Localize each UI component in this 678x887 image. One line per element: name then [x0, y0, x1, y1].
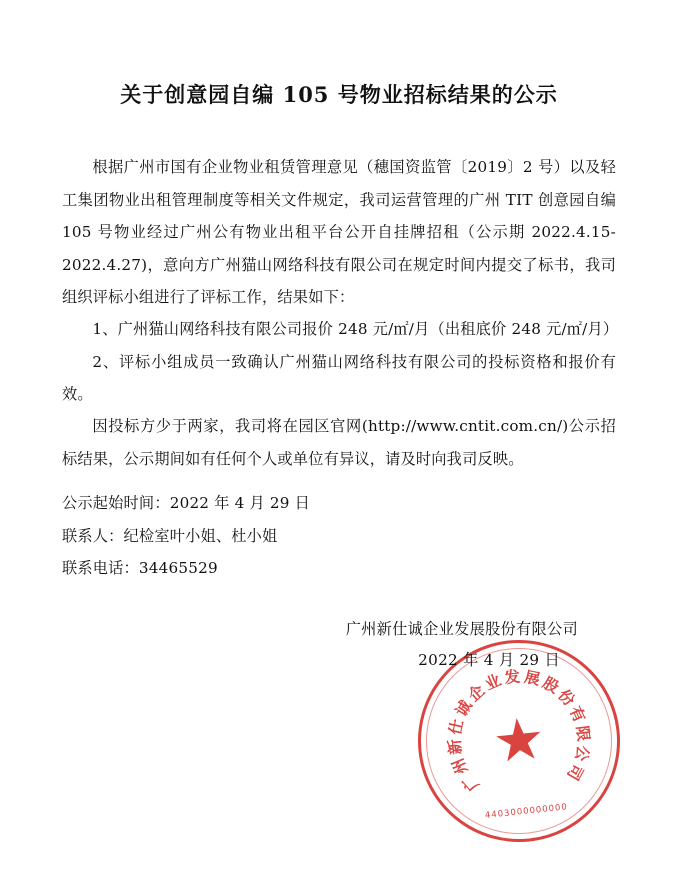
seal-serial-number: 4403000000000 [484, 802, 569, 821]
paragraph-3: 2、评标小组成员一致确认广州猫山网络科技有限公司的投标资格和报价有效。 [62, 352, 616, 404]
signature-block [62, 614, 616, 675]
seal-arc-text: 广 州 新 仕 诚 企 业 发 展 股 份 有 限 公 司 [444, 666, 594, 796]
contact-block [62, 487, 616, 584]
page-title: 关于创意园自编 105 号物业招标结果的公示 [120, 82, 558, 107]
paragraph-1: 根据广州市国有企业物业租赁管理意见（穗国资监管〔2019〕2 号）以及轻工集团物业出租管理制度等相关文件规定，我司运营管理的广州 TIT 创意园自编 105 号物业经过广州公有物业出租平台公开自挂牌招租（公示期 2022.4.15-2022.4.27)，意向方广州猫山网络科技有限公司在规定时间内提交了标书，我司组织评标小组进行了评标工作，结果如下： [62, 158, 616, 306]
document-body [62, 151, 619, 475]
contact-phone: 联系电话：34465529 [62, 558, 218, 577]
paragraph-4: 因投标方少于两家，我司将在园区官网(http://www.cntit.com.cn/)公示招标结果，公示期间如有任何个人或单位有异议，请及时向我司反映。 [62, 417, 616, 468]
publish-start-date: 公示起始时间：2022 年 4 月 29 日 [62, 494, 311, 513]
seal-star-icon: ★ [489, 703, 549, 777]
signature-date: 2022 年 4 月 29 日 [418, 650, 560, 669]
signature-company: 广州新仕诚企业发展股份有限公司 [345, 620, 578, 639]
contact-person: 联系人：纪检室叶小姐、杜小姐 [62, 526, 278, 545]
paragraph-2: 1、广州猫山网络科技有限公司报价 248 元/㎡/月（出租底价 248 元/㎡/月） [92, 320, 619, 339]
